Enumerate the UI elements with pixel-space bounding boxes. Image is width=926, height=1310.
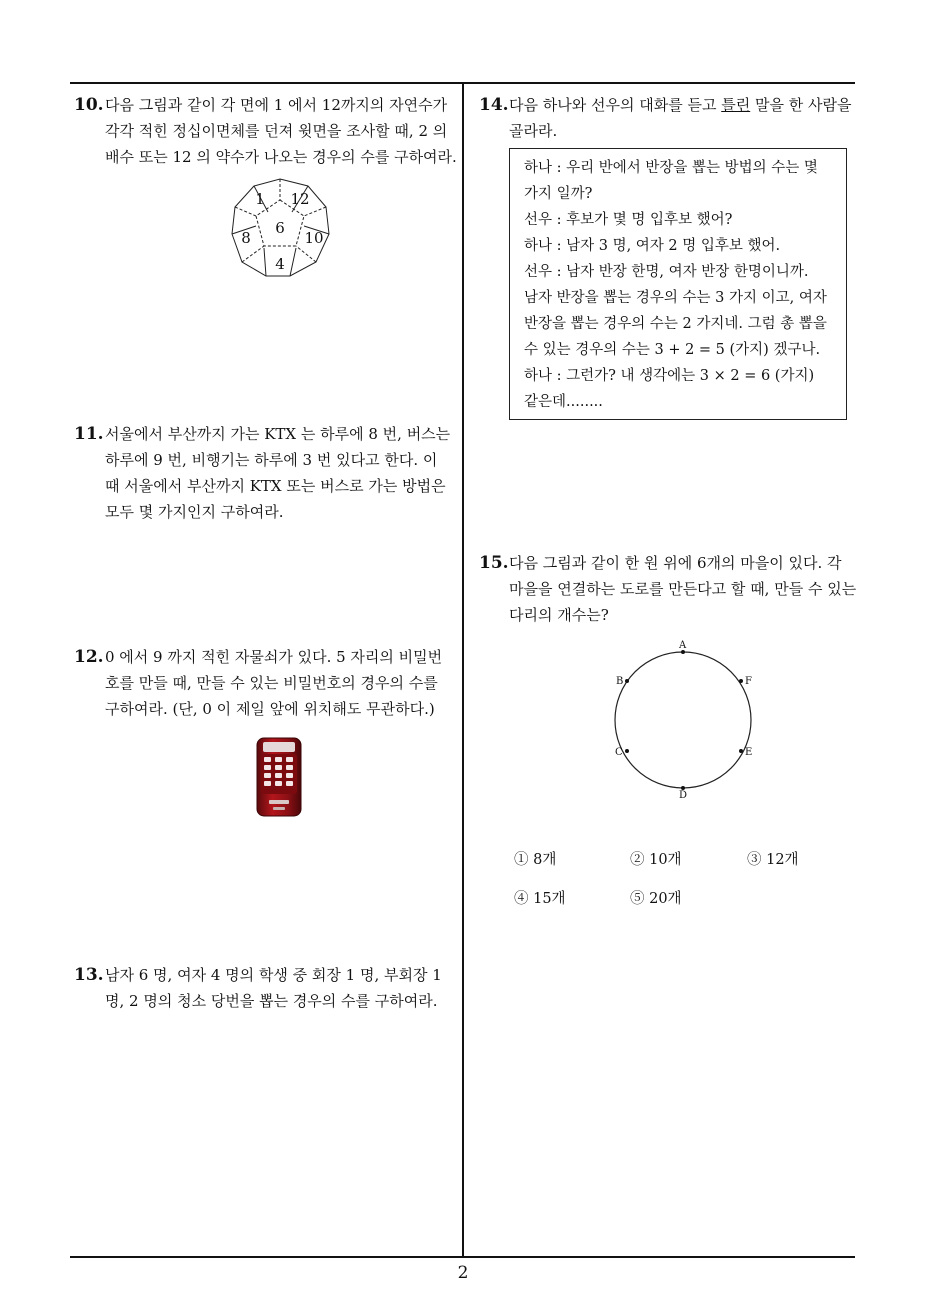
question-text-line: 남자 6 명, 여자 4 명의 학생 중 회장 1 명, 부회장 1	[105, 966, 442, 984]
face-label: 10	[304, 229, 324, 247]
question-text-line: 모두 몇 가지인지 구하여라.	[105, 503, 284, 521]
question-number: 13.	[74, 965, 104, 985]
point-label: C	[615, 747, 623, 758]
dialogue-line: 반장을 뽑는 경우의 수는 2 가지네. 그럼 총 뽑을	[524, 316, 827, 332]
question-text-line: 배수 또는 12 의 약수가 나오는 경우의 수를 구하여라.	[105, 148, 457, 166]
question-text-line: 하루에 9 번, 비행기는 하루에 3 번 있다고 한다. 이	[105, 451, 438, 469]
underlined-word: 틀린	[721, 96, 751, 114]
question-text-line: 서울에서 부산까지 가는 KTX 는 하루에 8 번, 버스는	[105, 425, 451, 443]
question-text-line: 구하여라. (단, 0 이 제일 앞에 위치해도 무관하다.)	[105, 700, 435, 718]
circle-villages-figure	[608, 638, 758, 804]
point-label: A	[679, 640, 687, 651]
question-14	[479, 92, 857, 144]
question-text-line: 각각 적힌 정십이면체를 던져 윗면을 조사할 때, 2 의	[105, 122, 448, 140]
choice-1[interactable]: ① 8개	[514, 852, 557, 868]
question-15	[479, 550, 857, 628]
face-label: 1	[255, 190, 265, 208]
question-11	[74, 421, 456, 525]
face-label: 4	[275, 255, 285, 273]
village-point	[739, 679, 743, 683]
question-text-line: 마을을 연결하는 도로를 만든다고 할 때, 만들 수 있는	[509, 580, 857, 598]
page-number: 2	[457, 1263, 469, 1283]
dialogue-line: 남자 반장을 뽑는 경우의 수는 3 가지 이고, 여자	[524, 290, 827, 306]
question-number: 12.	[74, 647, 104, 667]
dialogue-line: 수 있는 경우의 수는 3 + 2 = 5 (가지) 겠구나.	[524, 342, 821, 358]
question-text-line: 때 서울에서 부산까지 KTX 또는 버스로 가는 방법은	[105, 477, 446, 495]
choice-2[interactable]: ② 10개	[630, 852, 682, 868]
face-label: 6	[275, 219, 285, 237]
question-number: 14.	[479, 95, 509, 115]
dialogue-line: 하나 : 남자 3 명, 여자 2 명 입후보 했어.	[524, 238, 781, 254]
question-text-line: 명, 2 명의 청소 당번을 뽑는 경우의 수를 구하여라.	[105, 992, 438, 1010]
question-text: 다음 하나와 선우의 대화를 듣고	[509, 96, 722, 114]
question-10	[74, 92, 456, 170]
question-text-line	[509, 92, 857, 118]
point-label: D	[679, 790, 688, 801]
question-text-line: 호를 만들 때, 만들 수 있는 비밀번호의 경우의 수를	[105, 674, 438, 692]
question-number: 10.	[74, 95, 104, 115]
dialogue-line: 같은데........	[524, 394, 603, 410]
dialogue-line: 하나 : 우리 반에서 반장을 뽑는 방법의 수는 몇	[524, 160, 818, 176]
question-text-line: 다음 그림과 같이 한 원 위에 6개의 마을이 있다. 각	[509, 554, 842, 572]
dialogue-box	[509, 148, 847, 420]
point-label: F	[745, 676, 752, 687]
village-point	[625, 749, 629, 753]
question-text-line: 골라라.	[509, 122, 558, 140]
column-divider	[462, 82, 464, 1258]
question-text-line: 다리의 개수는?	[509, 606, 609, 624]
dialogue-line: 하나 : 그런가? 내 생각에는 3 × 2 = 6 (가지)	[524, 368, 815, 384]
door-lock-image	[255, 736, 303, 818]
dialogue-line: 선우 : 후보가 몇 명 입후보 했어?	[524, 212, 733, 228]
question-number: 11.	[74, 424, 104, 444]
question-text-line: 0 에서 9 까지 적힌 자물쇠가 있다. 5 자리의 비밀번	[105, 648, 443, 666]
dialogue-line: 선우 : 남자 반장 한명, 여자 반장 한명이니까.	[524, 264, 809, 280]
question-text-line: 다음 그림과 같이 각 면에 1 에서 12까지의 자연수가	[105, 96, 448, 114]
question-number: 15.	[479, 553, 509, 573]
face-label: 8	[241, 229, 251, 247]
choice-5[interactable]: ⑤ 20개	[630, 891, 682, 907]
bottom-rule	[70, 1256, 855, 1258]
dialogue-line: 가지 일까?	[524, 186, 593, 202]
question-12	[74, 644, 456, 722]
choice-4[interactable]: ④ 15개	[514, 891, 566, 907]
question-text: 말을 한 사람을	[750, 96, 852, 114]
village-point	[739, 749, 743, 753]
choice-3[interactable]: ③ 12개	[747, 852, 799, 868]
dodecahedron-figure	[228, 176, 332, 280]
point-label: B	[616, 676, 624, 687]
point-label: E	[745, 747, 753, 758]
face-label: 12	[290, 190, 310, 208]
village-point	[625, 679, 629, 683]
question-13	[74, 962, 456, 1014]
